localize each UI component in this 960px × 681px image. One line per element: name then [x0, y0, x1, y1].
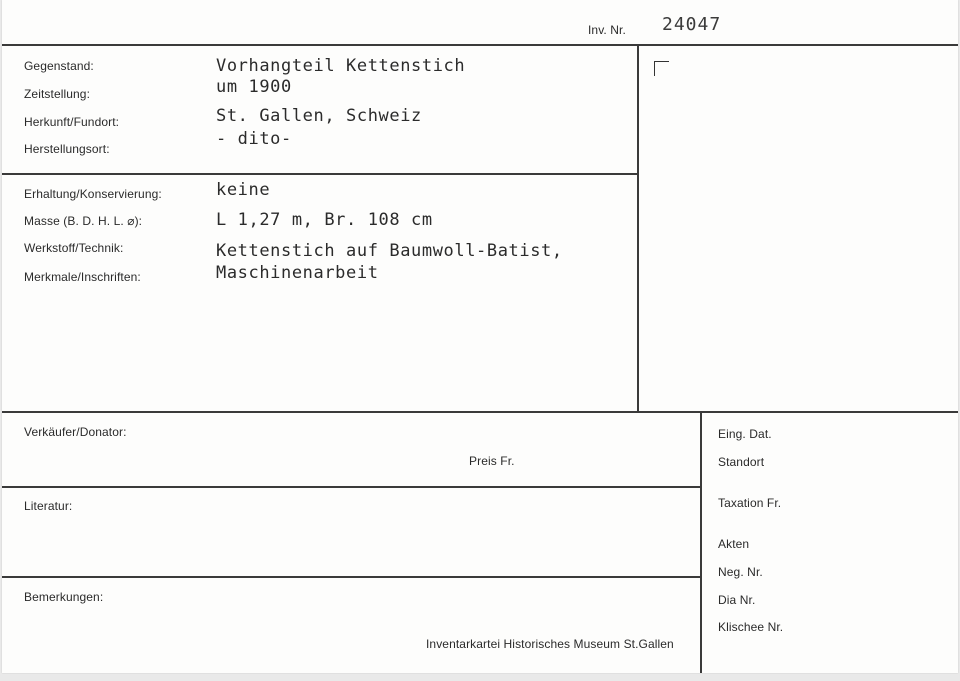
divider-vertical-upper [637, 45, 639, 412]
akten-label: Akten [718, 537, 750, 551]
preis-label: Preis Fr. [469, 454, 515, 468]
werkstoff-label: Werkstoff/Technik: [24, 241, 124, 255]
literatur-label: Literatur: [24, 499, 73, 513]
divider-top [2, 44, 958, 46]
taxation-label: Taxation Fr. [718, 496, 782, 510]
divider-vertical-lower [700, 412, 702, 673]
erhaltung-label: Erhaltung/Konservierung: [24, 187, 162, 201]
gegenstand-label: Gegenstand: [24, 59, 94, 73]
gegenstand-value: Vorhangteil Kettenstich [216, 56, 466, 76]
standort-label: Standort [718, 455, 765, 469]
neg-nr-label: Neg. Nr. [718, 565, 763, 579]
bemerkungen-label: Bemerkungen: [24, 590, 104, 604]
divider-verkaeufer [2, 486, 701, 488]
masse-value: L 1,27 m, Br. 108 cm [216, 210, 433, 230]
inv-number: 24047 [662, 14, 722, 35]
herkunft-label: Herkunft/Fundort: [24, 115, 120, 129]
divider-literatur [2, 576, 701, 578]
verkaeufer-label: Verkäufer/Donator: [24, 425, 127, 439]
klischee-nr-label: Klischee Nr. [718, 620, 784, 634]
herstellungsort-value: - dito- [216, 129, 292, 149]
masse-label: Masse (B. D. H. L. ⌀): [24, 214, 143, 228]
divider-middle [2, 411, 958, 413]
inventory-card [2, 0, 958, 673]
zeitstellung-label: Zeitstellung: [24, 87, 90, 101]
werkstoff-value-line2: Maschinenarbeit [216, 263, 379, 283]
eing-dat-label: Eing. Dat. [718, 427, 772, 441]
herstellungsort-label: Herstellungsort: [24, 142, 110, 156]
erhaltung-value: keine [216, 180, 271, 200]
inv-nr-label: Inv. Nr. [588, 23, 626, 37]
merkmale-label: Merkmale/Inschriften: [24, 270, 141, 284]
werkstoff-value-line1: Kettenstich auf Baumwoll-Batist, [216, 241, 563, 261]
institution-footer: Inventarkartei Historisches Museum St.Gallen [426, 637, 674, 651]
divider-section-1 [2, 173, 638, 175]
herkunft-value: St. Gallen, Schweiz [216, 106, 422, 126]
corner-mark [654, 61, 669, 76]
dia-nr-label: Dia Nr. [718, 593, 756, 607]
zeitstellung-value: um 1900 [216, 77, 292, 97]
